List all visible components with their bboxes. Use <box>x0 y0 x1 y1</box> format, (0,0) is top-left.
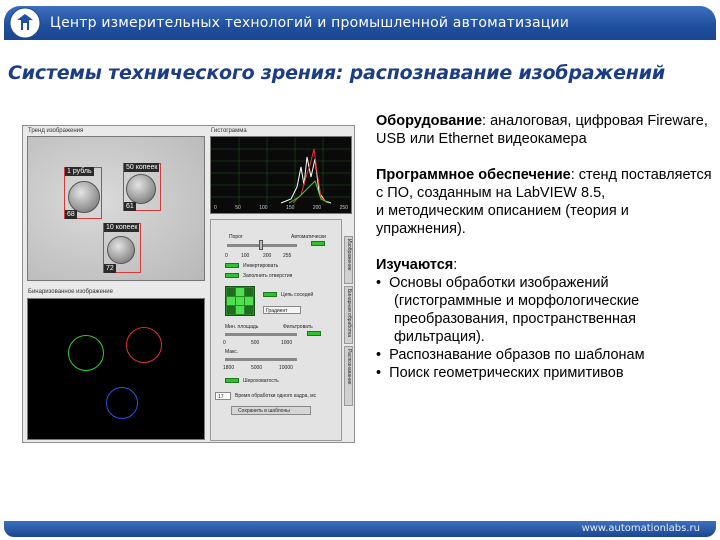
histogram-plot <box>210 136 352 214</box>
gradient-label: Градиент <box>266 308 288 314</box>
coin-label: 50 копеек <box>126 164 158 171</box>
tab-recognition[interactable]: Распознавание <box>344 346 353 406</box>
slider-tick: 255 <box>283 253 292 259</box>
hist-tick: 150 <box>286 205 295 211</box>
slider-tick: 100 <box>241 253 250 259</box>
threshold-label: Порог <box>229 234 243 240</box>
software-body: : стенд поставляется с ПО, созданным на LabVIEW 8.5, <box>376 167 712 201</box>
app-screenshot <box>22 125 355 443</box>
equipment-paragraph <box>376 112 716 148</box>
coin-label: 10 копеек <box>106 224 138 231</box>
tab-binary[interactable]: Бинарная обработка <box>344 286 353 344</box>
image-panel-label: Тренд изображения <box>28 128 84 134</box>
slider-tick: 0 <box>225 253 228 259</box>
hist-tick: 0 <box>214 205 217 211</box>
header-title: Центр измерительных технологий и промышленной автоматизации <box>50 15 570 31</box>
footer-url[interactable]: www.automationlabs.ru <box>581 523 700 534</box>
max-tick: 10000 <box>279 365 293 371</box>
max-tick: 1800 <box>223 365 235 371</box>
tab-image[interactable]: Изображение <box>344 236 353 284</box>
binary-panel-label: Бинаризованное изображение <box>28 289 113 295</box>
contour-ring <box>126 327 162 363</box>
binary-image <box>27 298 205 440</box>
list-item: • Поиск геометрических примитивов <box>376 365 624 381</box>
roundness-toggle[interactable] <box>225 378 239 383</box>
list-item: • Основы обработки изображений (гистограммные и морфологические преобразования, пространственная фильтрация). <box>376 275 640 345</box>
coin-id: 61 <box>126 203 134 210</box>
max-area-slider[interactable] <box>225 358 297 361</box>
slider-handle[interactable] <box>259 240 263 250</box>
hist-tick: 250 <box>339 205 348 211</box>
hist-tick: 50 <box>235 205 241 211</box>
contour-ring <box>68 335 104 371</box>
contour-ring <box>106 387 138 419</box>
auto-toggle[interactable] <box>311 241 325 246</box>
coin-label: 1 рубль <box>67 168 92 175</box>
invert-label: Инвертировать <box>243 263 279 269</box>
footer-banner <box>4 521 716 537</box>
max-label: Макс. <box>225 349 239 355</box>
list-item: • Распознавание образов по шаблонам <box>376 347 645 363</box>
area-tick: 0 <box>223 340 226 346</box>
shape-toggle[interactable] <box>263 292 277 297</box>
slider-tick: 200 <box>263 253 272 259</box>
max-tick: 5000 <box>251 365 263 371</box>
software-body-2: и методическим описанием (теория и упражнения). <box>376 203 629 237</box>
structuring-element-grid[interactable] <box>225 286 255 316</box>
roundness-label: Шероховатость <box>243 378 279 384</box>
filter-toggle[interactable] <box>307 331 321 336</box>
shape-label: Цепь соседей <box>281 292 314 298</box>
study-paragraph: Изучаются: • Основы обработки изображений (гистограммные и морфологические преобразования, пространственная фильтрация). • Распознавание образов по шаблонам • Поиск геометрических примитивов <box>376 256 716 382</box>
save-template-button[interactable]: Сохранить в шаблоны <box>231 406 311 415</box>
equipment-heading: Оборудование <box>376 113 483 129</box>
coin <box>126 174 156 204</box>
fill-holes-label: Заполнить отверстия <box>243 273 293 279</box>
invert-toggle[interactable] <box>225 263 239 268</box>
area-tick: 500 <box>251 340 260 346</box>
coin-id: 72 <box>106 265 114 272</box>
time-label: Время обработки одного кадра, мс <box>235 393 317 399</box>
filter-label: Фильтровать <box>283 324 313 330</box>
histogram-label: Гистограмма <box>211 128 247 134</box>
equipment-body: : аналоговая, цифровая Fireware, USB или Ethernet видеокамера <box>376 113 708 147</box>
camera-image <box>27 136 205 281</box>
area-tick: 1000 <box>281 340 293 346</box>
fill-holes-toggle[interactable] <box>225 273 239 278</box>
coin <box>107 236 135 264</box>
page-title: Системы технического зрения: распознавание изображений <box>8 62 665 84</box>
header-banner <box>4 6 716 40</box>
eagle-emblem-icon <box>8 6 42 40</box>
min-area-label: Мин. площадь <box>225 324 259 330</box>
study-heading: Изучаются <box>376 257 454 273</box>
description-text <box>376 112 716 382</box>
coin <box>68 181 100 213</box>
time-readout: 17 <box>215 392 231 400</box>
hist-tick: 200 <box>312 205 322 211</box>
auto-label: Автоматически <box>291 234 326 240</box>
min-area-slider[interactable] <box>225 333 297 336</box>
coin-id: 68 <box>67 211 75 218</box>
control-panel <box>210 219 342 441</box>
software-paragraph <box>376 166 716 238</box>
hist-tick: 100 <box>259 205 268 211</box>
software-heading: Программное обеспечение <box>376 167 571 183</box>
gradient-select[interactable] <box>263 306 301 314</box>
